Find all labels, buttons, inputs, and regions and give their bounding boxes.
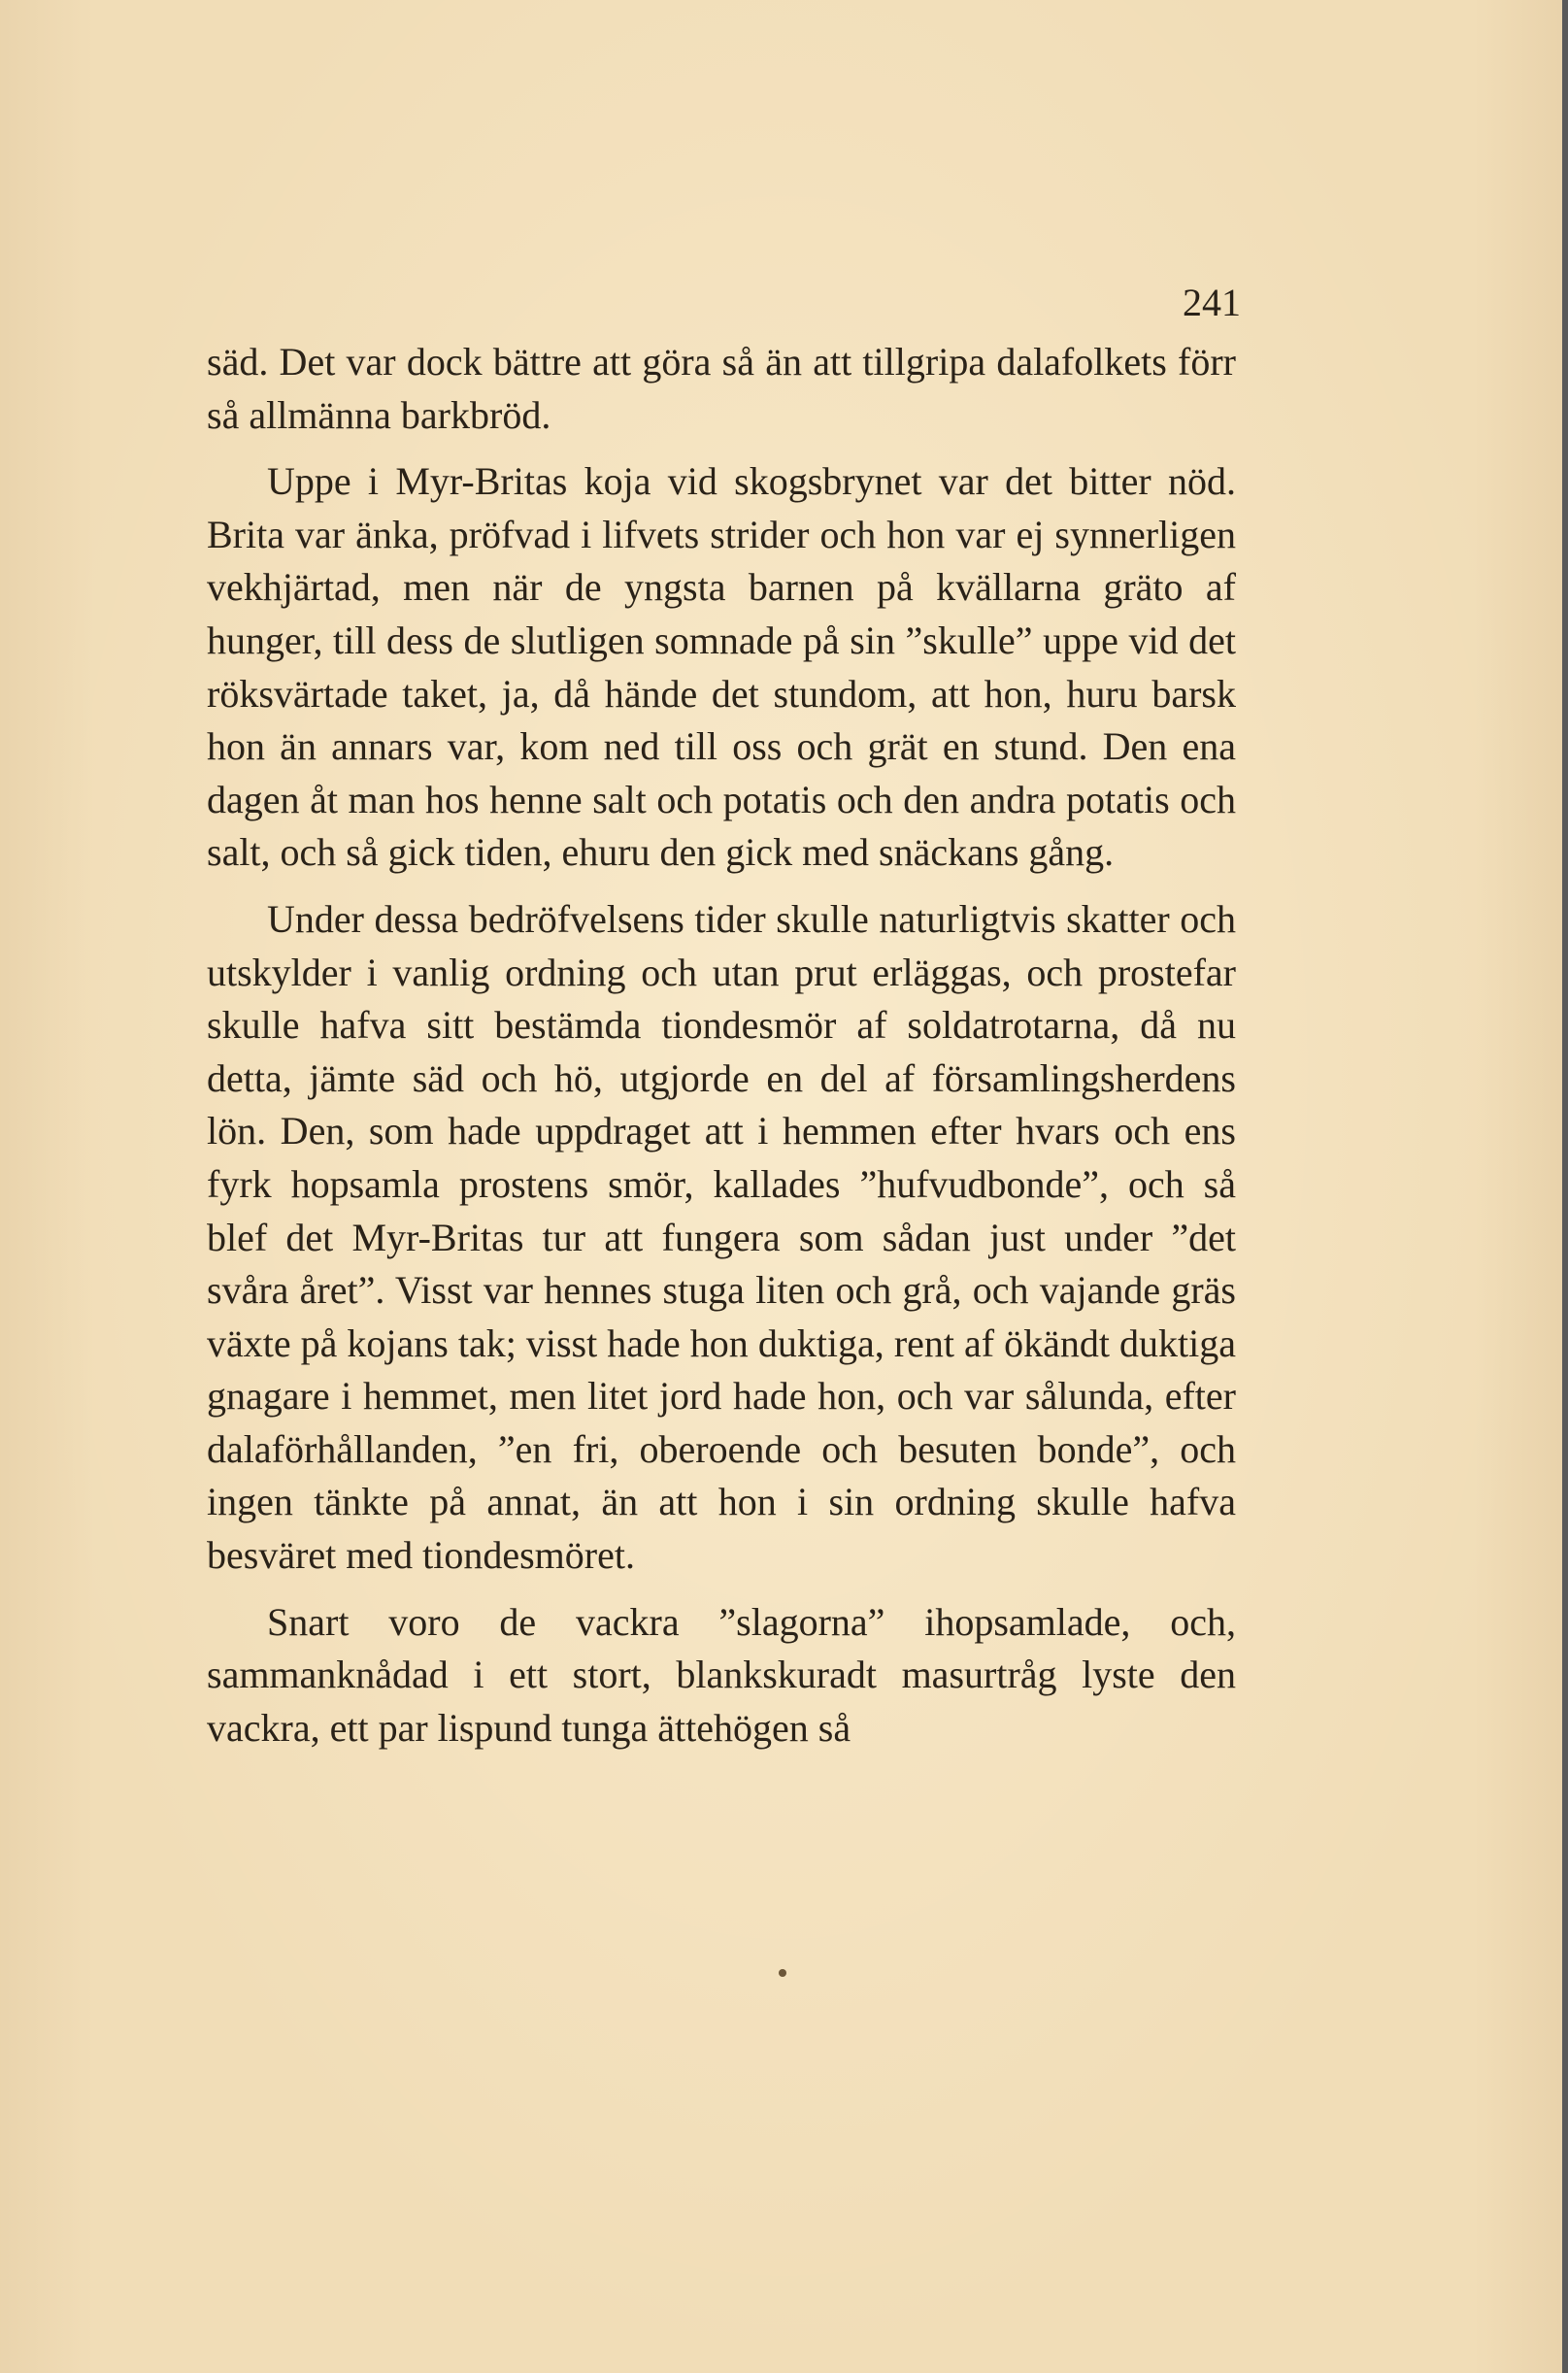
paragraph-3: Under dessa bedröfvelsens tider skulle naturligtvis skatter och utskylder i vanlig ordning och utan prut erläggas, och prostefar skulle hafva sitt bestämda tiondesmör af soldatrotarna, då nu detta, jämte säd och hö, utgjorde en del af församlingsherdens lön. Den, som hade uppdraget att i hemmen efter hvars och ens fyrk hopsamla prostens smör, kallades ”hufvudbonde”, och så blef det Myr-Britas tur att fungera som sådan just under ”det svåra året”. Visst var hennes stuga liten och grå, och vajande gräs växte på kojans tak; visst hade hon duktiga, rent af ökändt duktiga gnagare i hemmet, men litet jord hade hon, och var sålunda, efter dalaförhållanden, ”en fri, oberoende och besuten bonde”, och ingen tänkte på annat, än att hon i sin ordning skulle hafva besväret med tiondesmöret. — [207, 896, 1236, 1578]
paragraph-1: säd. Det var dock bättre att göra så än att tillgripa dalafolkets förr så allmänna barkbröd. — [207, 340, 1236, 437]
paragraph-4: Snart voro de vackra ”slagorna” ihopsamlade, och, sammanknådad i ett stort, blankskuradt masurtråg lyste den vackra, ett par lispund tunga ättehögen så — [207, 1599, 1236, 1750]
page-edge — [1562, 0, 1568, 2373]
body-text — [207, 336, 1236, 1768]
ink-dot-mark — [779, 1969, 786, 1977]
page-number: 241 — [1183, 281, 1241, 324]
paragraph-2: Uppe i Myr-Britas koja vid skogsbrynet var det bitter nöd. Brita var änka, pröfvad i lifvets strider och hon var ej synnerligen vekhjärtad, men när de yngsta barnen på kvällarna gräto af hunger, till dess de slutligen somnade på sin ”skulle” uppe vid det röksvärtade taket, ja, då hände det stundom, att hon, huru barsk hon än annars var, kom ned till oss och grät en stund. Den ena dagen åt man hos henne salt och potatis och den andra potatis och salt, och så gick tiden, ehuru den gick med snäckans gång. — [207, 459, 1236, 875]
